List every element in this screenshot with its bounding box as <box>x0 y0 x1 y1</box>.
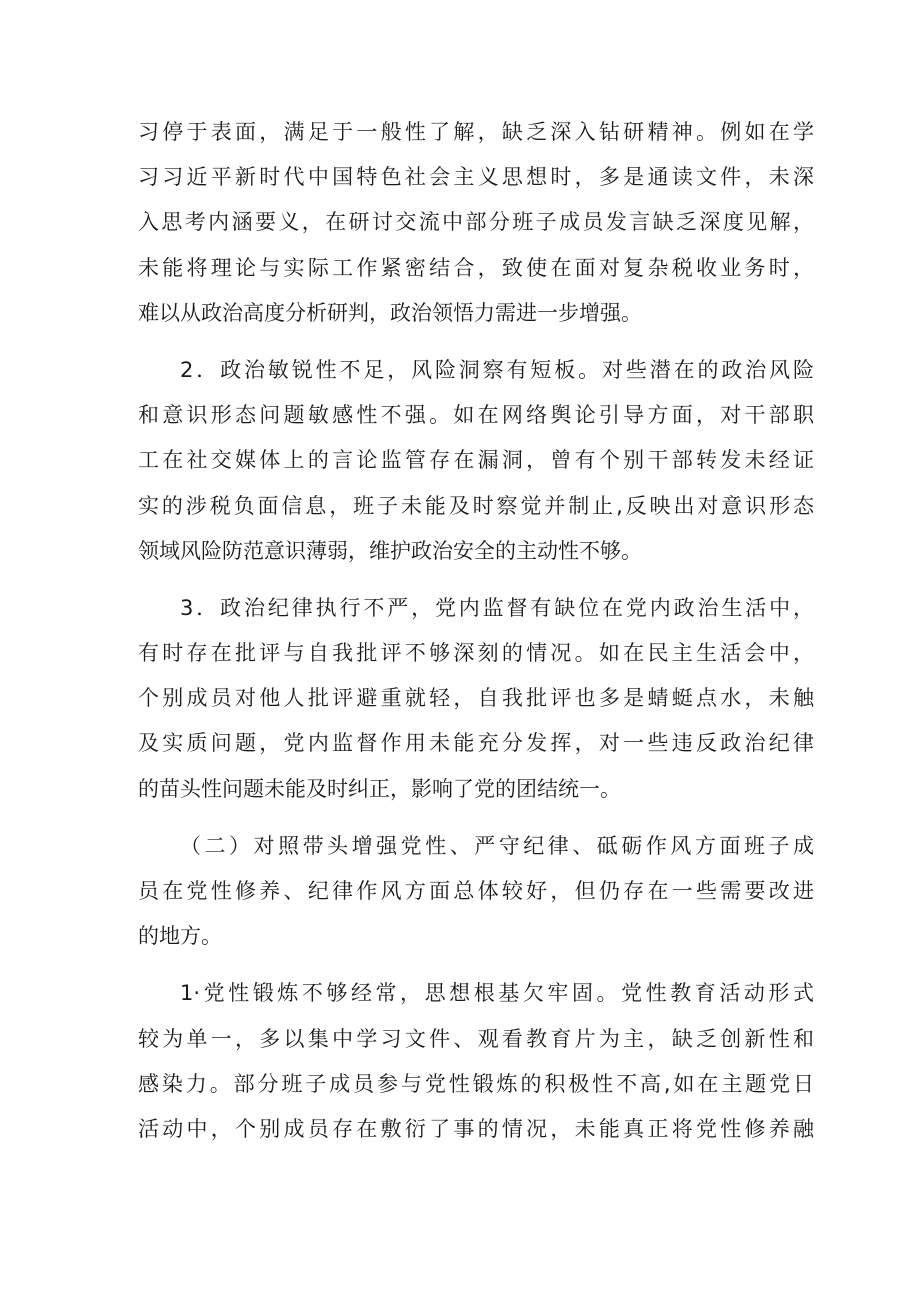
paragraph-gap <box>138 959 814 971</box>
paragraph-section-2 <box>138 824 814 960</box>
text-line: 工在社交媒体上的言论监管存在漏洞，曾有个别干部转发未经证 <box>138 448 814 473</box>
text-line: 有时存在批评与自我批评不够深刻的情况。如在民主生活会中， <box>138 641 814 666</box>
text-line: 习停于表面，满足于一般性了解，缺乏深入钻研精神。例如在学 <box>138 120 814 144</box>
text-line: 2．政治敏锐性不足，风险洞察有短板。对些潜在的政治风险 <box>180 357 814 382</box>
paragraph-item-3 <box>138 586 814 812</box>
text-line: 1·党性锻炼不够经常，思想根基欠牢固。党性教育活动形式 <box>180 981 814 1006</box>
paragraph-item-2 <box>138 348 814 574</box>
text-line: 实的涉税负面信息，班子未能及时察觉并制止,反映出对意识形态 <box>138 493 814 518</box>
text-line: 难以从政治高度分析研判，政治领悟力需进一步增强。 <box>138 300 642 325</box>
text-line: 及实质问题，党内监督作用未能充分发挥，对一些违反政治纪律 <box>138 731 814 756</box>
text-line: 较为单一，多以集中学习文件、观看教育片为主，缺乏创新性和 <box>138 1026 814 1051</box>
text-line: 员在党性修养、纪律作风方面总体较好，但仍存在一些需要改进 <box>138 879 814 903</box>
text-line: 的地方。 <box>138 924 222 949</box>
text-line: 活动中，个别成员存在敷衍了事的情况，未能真正将党性修养融 <box>138 1116 814 1141</box>
text-line: （二）对照带头增强党性、严守纪律、砥砺作风方面班子成 <box>180 833 814 858</box>
paragraph-continued <box>138 110 814 336</box>
paragraph-gap <box>138 812 814 824</box>
text-line: 和意识形态问题敏感性不强。如在网络舆论引导方面，对干部职 <box>138 403 814 428</box>
paragraph-item-1b <box>138 971 814 1152</box>
text-line: 3．政治纪律执行不严，党内监督有缺位在党内政治生活中， <box>180 595 814 620</box>
paragraph-gap <box>138 574 814 586</box>
text-line: 个别成员对他人批评避重就轻，自我批评也多是蜻蜓点水，未触 <box>138 686 814 711</box>
text-line: 入思考内涵要义，在研讨交流中部分班子成员发言缺乏深度见解， <box>138 210 814 235</box>
paragraph-gap <box>138 336 814 348</box>
text-line: 领域风险防范意识薄弱，维护政治安全的主动性不够。 <box>138 538 642 563</box>
text-line: 习习近平新时代中国特色社会主义思想时，多是通读文件，未深 <box>138 165 814 190</box>
text-line: 的苗头性问题未能及时纠正，影响了党的团结统一。 <box>138 776 621 801</box>
text-line: 感染力。部分班子成员参与党性锻炼的积极性不高,如在主题党日 <box>138 1071 814 1096</box>
document-body <box>138 110 814 1152</box>
text-line: 未能将理论与实际工作紧密结合，致使在面对复杂税收业务时， <box>138 255 814 280</box>
